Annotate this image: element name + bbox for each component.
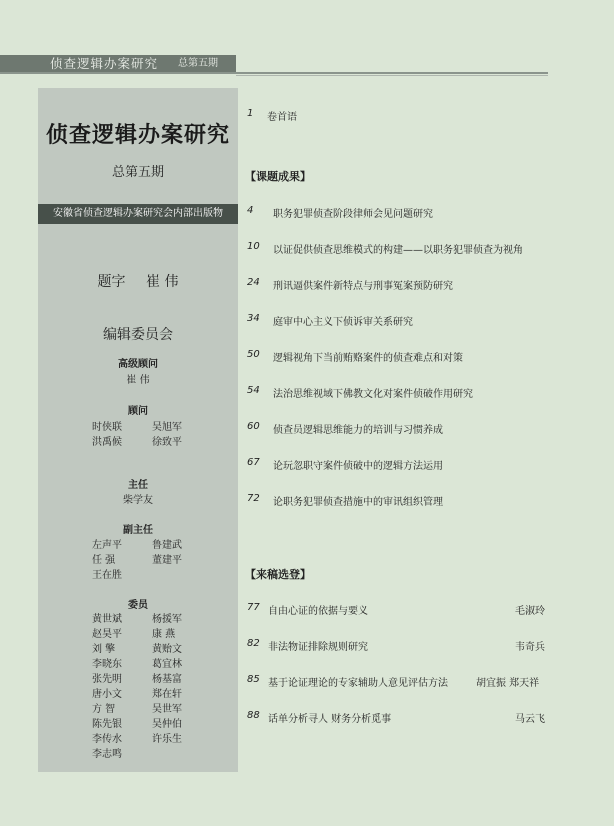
toc-page-number: 72 [247, 493, 260, 504]
inscription-label: 题字 [97, 274, 126, 290]
member-name: 鲁建武 [152, 540, 182, 551]
member-name: 吴旭军 [152, 422, 182, 433]
member-name: 左声平 [92, 540, 122, 551]
member-name: 任 强 [92, 555, 116, 566]
member-name: 杨基富 [152, 674, 182, 685]
toc-title: 卷首语 [267, 112, 297, 123]
member-name: 黄世斌 [92, 614, 122, 625]
toc-page-number: 1 [247, 108, 254, 119]
toc-page-number: 85 [247, 674, 260, 685]
member-name: 赵昊平 [92, 629, 122, 640]
inscription-name: 崔 伟 [146, 274, 179, 290]
group-label-deputy-directors: 副主任 [123, 525, 153, 536]
member-name: 许乐生 [152, 734, 182, 745]
member-name: 洪禹候 [92, 437, 122, 448]
member-name: 李志鸣 [92, 749, 122, 760]
member-name: 李晓东 [92, 659, 122, 670]
member-name: 康 燕 [152, 629, 176, 640]
member-name: 王在胜 [92, 570, 122, 581]
toc-title: 自由心证的依据与要义 [268, 606, 368, 617]
masthead-issue: 总第五期 [111, 165, 164, 180]
group-label-senior-advisor: 高级顾问 [118, 359, 158, 370]
toc-page-number: 88 [247, 710, 260, 721]
toc-page-number: 24 [247, 277, 260, 288]
toc-page-number: 67 [247, 457, 260, 468]
section-heading-submissions: 【来稿选登】 [245, 568, 311, 581]
member-name: 徐致平 [152, 437, 182, 448]
toc-page-number: 54 [247, 385, 260, 396]
board-title: 编辑委员会 [103, 327, 173, 343]
toc-title: 职务犯罪侦查阶段律师会见问题研究 [273, 209, 433, 220]
member-name: 张先明 [92, 674, 122, 685]
member-name: 黄贻文 [152, 644, 182, 655]
member-name: 吴仲伯 [152, 719, 182, 730]
member-name: 唐小文 [92, 689, 122, 700]
header-issue: 总第五期 [178, 58, 218, 69]
member-name: 杨援军 [152, 614, 182, 625]
member-name: 时侠联 [92, 422, 122, 433]
member-name: 陈先银 [92, 719, 122, 730]
toc-title: 话单分析寻人 财务分析觅事 [268, 714, 392, 725]
toc-page-number: 77 [247, 602, 260, 613]
toc-author: 马云飞 [515, 714, 545, 725]
toc-title: 法治思维视域下佛教文化对案件侦破作用研究 [273, 389, 473, 400]
toc-page-number: 34 [247, 313, 260, 324]
group-label-advisors: 顾问 [128, 406, 148, 417]
toc-page-number: 4 [247, 205, 254, 216]
member-name: 郑在轩 [152, 689, 182, 700]
group-label-members: 委员 [128, 600, 148, 611]
toc-page-number: 60 [247, 421, 260, 432]
name-senior-advisor: 崔 伟 [126, 375, 150, 386]
member-name: 董建平 [152, 555, 182, 566]
member-name: 葛宜林 [152, 659, 182, 670]
toc-page-number: 50 [247, 349, 260, 360]
toc-page-number: 10 [247, 241, 260, 252]
member-name: 刘 擎 [92, 644, 116, 655]
toc-page-number: 82 [247, 638, 260, 649]
toc-title: 论职务犯罪侦查措施中的审讯组织管理 [273, 497, 443, 508]
toc-title: 庭审中心主义下侦诉审关系研究 [273, 317, 413, 328]
masthead-title: 侦查逻辑办案研究 [45, 122, 230, 148]
header-publication: 侦查逻辑办案研究 [50, 56, 159, 71]
member-name: 方 智 [92, 704, 116, 715]
section-heading-research: 【课题成果】 [245, 170, 311, 183]
toc-title: 基于论证理论的专家辅助人意见评估方法 [268, 678, 448, 689]
toc-title: 侦查员逻辑思维能力的培训与习惯养成 [273, 425, 443, 436]
toc-title: 以证促供侦查思维模式的构建——以职务犯罪侦查为视角 [273, 245, 523, 256]
name-director: 柴学友 [123, 495, 153, 506]
toc-title: 逻辑视角下当前贿赂案件的侦查难点和对策 [273, 353, 463, 364]
publisher-band: 安徽省侦查逻辑办案研究会内部出版物 [38, 204, 238, 224]
member-name: 李传水 [92, 734, 122, 745]
toc-title: 非法物证排除规则研究 [268, 642, 368, 653]
toc-author: 胡宜振 郑天祥 [476, 678, 540, 689]
toc-author: 毛淑玲 [515, 606, 545, 617]
toc-author: 韦奇兵 [515, 642, 545, 653]
toc-title: 论玩忽职守案件侦破中的逻辑方法运用 [273, 461, 443, 472]
toc-title: 刑讯逼供案件新特点与刑事冤案预防研究 [273, 281, 453, 292]
group-label-director: 主任 [128, 480, 148, 491]
member-name: 吴世军 [152, 704, 182, 715]
